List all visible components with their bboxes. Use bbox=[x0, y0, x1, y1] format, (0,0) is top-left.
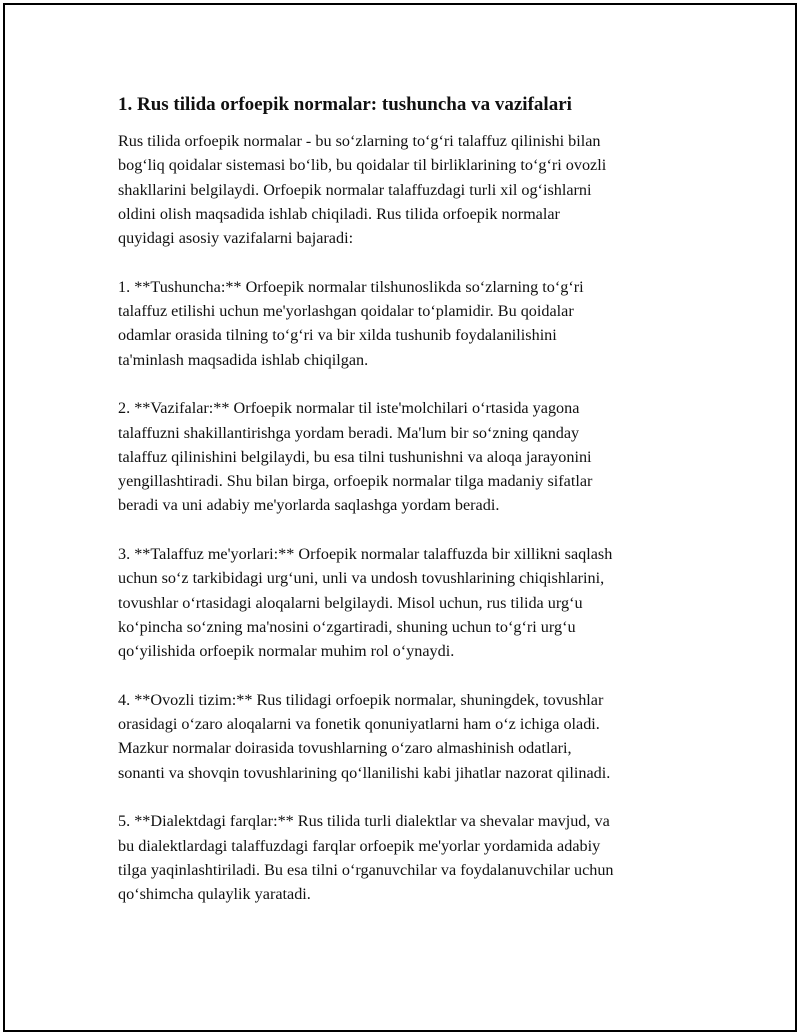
text-line: quyidagi asosiy vazifalarni bajaradi: bbox=[118, 229, 354, 248]
text-line: beradi va uni adabiy me'yorlarda saqlashga yordam beradi. bbox=[118, 496, 500, 515]
text-line: talaffuz qilinishini belgilaydi, bu esa tilni tushunishni va aloqa jarayonini bbox=[118, 447, 592, 466]
text-line: ta'minlash maqsadida ishlab chiqilgan. bbox=[118, 350, 369, 369]
text-line: 3. **Talaffuz me'yorlari:** Orfoepik normalar talaffuzda bir xillikni saqlash bbox=[118, 545, 613, 564]
paragraph-ovozli-tizim bbox=[118, 688, 688, 785]
text-line: shakllarini belgilaydi. Orfoepik normalar talaffuzdagi turli xil og‘ishlarni bbox=[118, 180, 592, 199]
text-line: tilga yaqinlashtiriladi. Bu esa tilni o‘rganuvchilar va foydalanuvchilar uchun bbox=[118, 860, 614, 879]
text-line: bog‘liq qoidalar sistemasi bo‘lib, bu qoidalar til birliklarining to‘g‘ri ovozli bbox=[118, 156, 607, 175]
text-line: bu dialektlardagi talaffuzdagi farqlar orfoepik me'yorlar yordamida adabiy bbox=[118, 836, 601, 855]
text-line: oldini olish maqsadida ishlab chiqiladi. Rus tilida orfoepik normalar bbox=[118, 204, 560, 223]
text-line: qo‘shimcha qulaylik yaratadi. bbox=[118, 885, 311, 904]
text-line: orasidagi o‘zaro aloqalarni va fonetik qonuniyatlarni ham o‘z ichiga oladi. bbox=[118, 715, 600, 734]
text-line: 4. **Ovozli tizim:** Rus tilidagi orfoepik normalar, shuningdek, tovushlar bbox=[118, 690, 604, 709]
text-line: talaffuz etilishi uchun me'yorlashgan qoidalar to‘plamidir. Bu qoidalar bbox=[118, 302, 574, 321]
text-line: 5. **Dialektdagi farqlar:** Rus tilida turli dialektlar va shevalar mavjud, va bbox=[118, 812, 610, 831]
paragraph-tushuncha bbox=[118, 275, 688, 372]
text-line: odamlar orasida tilning to‘g‘ri va bir xilda tushunib foydalanilishini bbox=[118, 326, 557, 345]
text-line: 1. **Tushuncha:** Orfoepik normalar tilshunoslikda so‘zlarning to‘g‘ri bbox=[118, 277, 584, 296]
text-line: qo‘yilishida orfoepik normalar muhim rol o‘ynaydi. bbox=[118, 642, 455, 661]
text-line: yengillashtiradi. Shu bilan birga, orfoepik normalar tilga madaniy sifatlar bbox=[118, 472, 593, 491]
document-body bbox=[118, 91, 688, 931]
text-line: uchun so‘z tarkibidagi urg‘uni, unli va undosh tovushlarining chiqishlarini, bbox=[118, 569, 605, 588]
intro-paragraph bbox=[118, 129, 688, 250]
text-line: Mazkur normalar doirasida tovushlarning o‘zaro almashinish odatlari, bbox=[118, 739, 572, 758]
paragraph-talaffuz-meyorlari bbox=[118, 542, 688, 663]
document-title: 1. Rus tilida orfoepik normalar: tushuncha va vazifalari bbox=[118, 94, 572, 115]
text-line: talaffuzni shakillantirishga yordam beradi. Ma'lum bir so‘zning qanday bbox=[118, 423, 580, 442]
text-line: Rus tilida orfoepik normalar - bu so‘zlarning to‘g‘ri talaffuz qilinishi bilan bbox=[118, 132, 601, 150]
text-line: tovushlar o‘rtasidagi aloqalarni belgilaydi. Misol uchun, rus tilida urg‘u bbox=[118, 593, 583, 612]
paragraph-dialektdagi-farqlar bbox=[118, 809, 688, 906]
text-line: ko‘pincha so‘zning ma'nosini o‘zgartiradi, shuning uchun to‘g‘ri urg‘u bbox=[118, 617, 576, 636]
text-line: sonanti va shovqin tovushlarining qo‘llanilishi kabi jihatlar nazorat qilinadi. bbox=[118, 763, 611, 782]
paragraph-vazifalar bbox=[118, 396, 688, 517]
text-line: 2. **Vazifalar:** Orfoepik normalar til iste'molchilari o‘rtasida yagona bbox=[118, 399, 580, 418]
